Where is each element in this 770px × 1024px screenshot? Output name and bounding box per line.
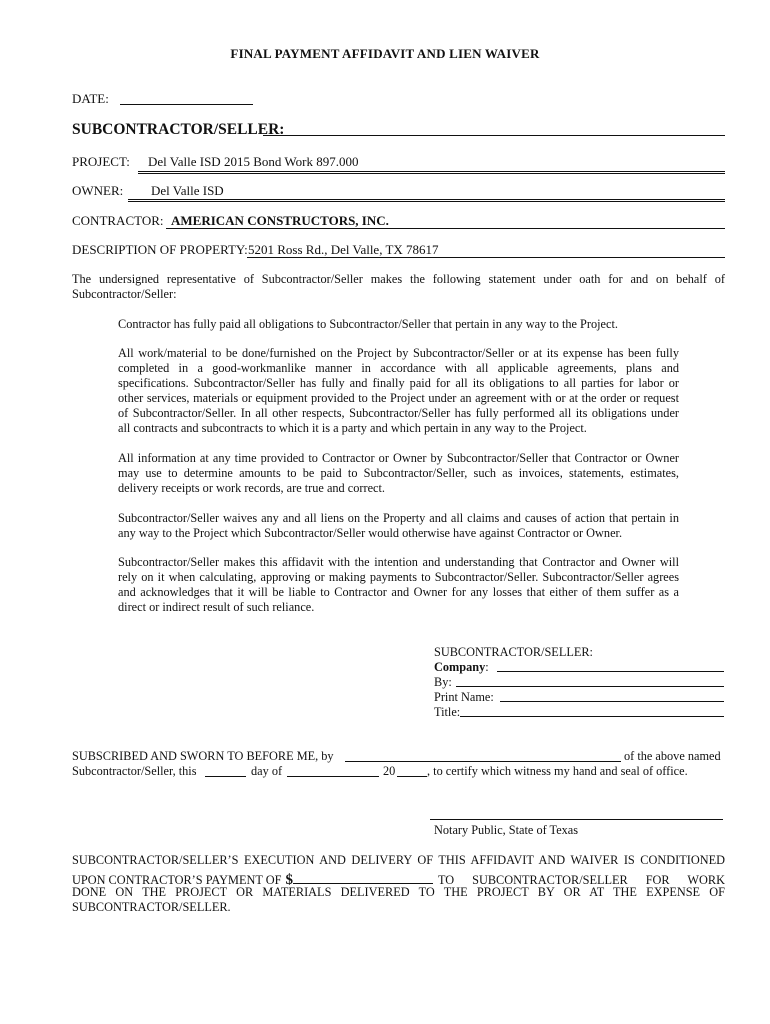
statement-2-line: All work/material to be done/furnished on the Project by Subcontractor/Seller or at its expense has been fully bbox=[118, 346, 679, 360]
title-field[interactable] bbox=[460, 705, 724, 717]
print-name-row bbox=[434, 690, 724, 705]
statement-2-line: specifications. Subcontractor/Seller has fully and finally paid for all its obligations to all parties for labor or bbox=[118, 376, 679, 390]
date-label: DATE: bbox=[72, 91, 109, 106]
statement-3-line: may use to determine amounts to be paid to Subcontractor/Seller, such as invoices, statements, estimates, bbox=[118, 466, 679, 480]
notary-line-2b: day of bbox=[251, 764, 283, 778]
by-row bbox=[434, 675, 724, 690]
owner-value: Del Valle ISD bbox=[151, 183, 224, 198]
property-value: 5201 Ross Rd., Del Valle, TX 78617 bbox=[248, 242, 439, 257]
intro-line-2: Subcontractor/Seller: bbox=[72, 287, 177, 301]
title-row bbox=[434, 705, 724, 720]
print-name-label: Print Name: bbox=[434, 690, 494, 704]
by-label: By: bbox=[434, 675, 452, 689]
signature-heading: SUBCONTRACTOR/SELLER: bbox=[434, 645, 593, 659]
project-underline bbox=[138, 171, 725, 174]
notary-line-2d: , to certify which witness my hand and seal of office. bbox=[427, 764, 688, 778]
contractor-label: CONTRACTOR: bbox=[72, 213, 164, 228]
condition-line-2b: TO SUBCONTRACTOR/SELLER FOR WORK bbox=[437, 873, 725, 887]
condition-line-3: DONE ON THE PROJECT OR MATERIALS DELIVERED TO THE PROJECT BY OR AT THE EXPENSE OF bbox=[72, 885, 725, 899]
notary-sworn-by-field[interactable] bbox=[345, 761, 621, 762]
statement-5-line: direct or indirect result of such reliance. bbox=[118, 600, 315, 614]
company-colon: : bbox=[485, 660, 489, 674]
company-field[interactable] bbox=[497, 660, 724, 672]
statement-3-line: delivery receipts or work records, are true and correct. bbox=[118, 481, 385, 495]
payment-amount-field[interactable] bbox=[293, 869, 433, 884]
statement-2-line: of Subcontractor/Seller. In all other respects, Subcontractor/Seller has fully performed all its obligations under bbox=[118, 406, 679, 420]
property-underline bbox=[247, 257, 725, 258]
owner-underline bbox=[128, 199, 725, 202]
notary-line-1a: SUBSCRIBED AND SWORN TO BEFORE ME, by bbox=[72, 749, 334, 763]
company-row bbox=[434, 660, 724, 675]
date-field[interactable] bbox=[120, 104, 253, 105]
statement-2-line: completed in a good-workmanlike manner in accordance with all applicable agreements, plans and bbox=[118, 361, 679, 375]
contractor-value: AMERICAN CONSTRUCTORS, INC. bbox=[171, 213, 389, 228]
project-label: PROJECT: bbox=[72, 154, 130, 169]
notary-line-2c: 20 bbox=[383, 764, 396, 778]
company-label: Company bbox=[434, 660, 486, 674]
statement-5-line: Subcontractor/Seller makes this affidavit with the intention and understanding that Contractor and Owner will bbox=[118, 555, 679, 569]
notary-line-1b: of the above named bbox=[624, 749, 721, 763]
owner-label: OWNER: bbox=[72, 183, 124, 198]
project-value: Del Valle ISD 2015 Bond Work 897.000 bbox=[148, 154, 359, 169]
statement-5-line: rely on it when calculating, approving or making payments to Subcontractor/Seller. Subcontractor/Seller agrees bbox=[118, 570, 679, 584]
condition-line-1: SUBCONTRACTOR/SELLER’S EXECUTION AND DELIVERY OF THIS AFFIDAVIT AND WAIVER IS CONDITIONED bbox=[72, 853, 725, 867]
statement-4-line: any way to the Project which Subcontractor/Seller would otherwise have against Contractor or Owner. bbox=[118, 526, 623, 540]
statement-4-line: Subcontractor/Seller waives any and all liens on the Property and all claims and causes of action that pertain in bbox=[118, 511, 679, 525]
notary-signature-line[interactable] bbox=[430, 819, 723, 820]
print-name-field[interactable] bbox=[500, 690, 724, 702]
notary-day-field[interactable] bbox=[205, 776, 246, 777]
statement-1: Contractor has fully paid all obligations to Subcontractor/Seller that pertain in any way to the Project. bbox=[118, 317, 618, 331]
contractor-underline bbox=[166, 228, 725, 229]
document-title: FINAL PAYMENT AFFIDAVIT AND LIEN WAIVER bbox=[230, 46, 540, 61]
statement-2-line: all contracts and subcontracts to which it is a party and which pertain in any way to the Project. bbox=[118, 421, 587, 435]
notary-month-field[interactable] bbox=[287, 776, 379, 777]
condition-line-4: SUBCONTRACTOR/SELLER. bbox=[72, 900, 231, 914]
condition-line-2a: UPON CONTRACTOR’S PAYMENT OF bbox=[72, 873, 282, 887]
title-label: Title: bbox=[434, 705, 461, 719]
notary-line-2a: Subcontractor/Seller, this bbox=[72, 764, 197, 778]
statement-3-line: All information at any time provided to Contractor or Owner by Subcontractor/Seller that Contractor or Owner bbox=[118, 451, 679, 465]
notary-year-field[interactable] bbox=[397, 776, 427, 777]
intro-line-1: The undersigned representative of Subcontractor/Seller makes the following statement under oath for and on behalf of bbox=[72, 272, 725, 286]
notary-caption: Notary Public, State of Texas bbox=[434, 823, 579, 837]
company-label-wrap bbox=[434, 660, 489, 675]
statement-2-line: other services, materials or equipment provided to the Project under an agreement with or at the order or request bbox=[118, 391, 679, 405]
dollar-sign: $ bbox=[285, 872, 293, 888]
subcontractor-field[interactable] bbox=[263, 135, 725, 136]
by-field[interactable] bbox=[456, 675, 724, 687]
property-label: DESCRIPTION OF PROPERTY: bbox=[72, 242, 248, 257]
subcontractor-label: SUBCONTRACTOR/SELLER: bbox=[72, 121, 285, 138]
statement-5-line: and acknowledges that it will be liable to Contractor and Owner for any losses that either of them suffer as a bbox=[118, 585, 679, 599]
